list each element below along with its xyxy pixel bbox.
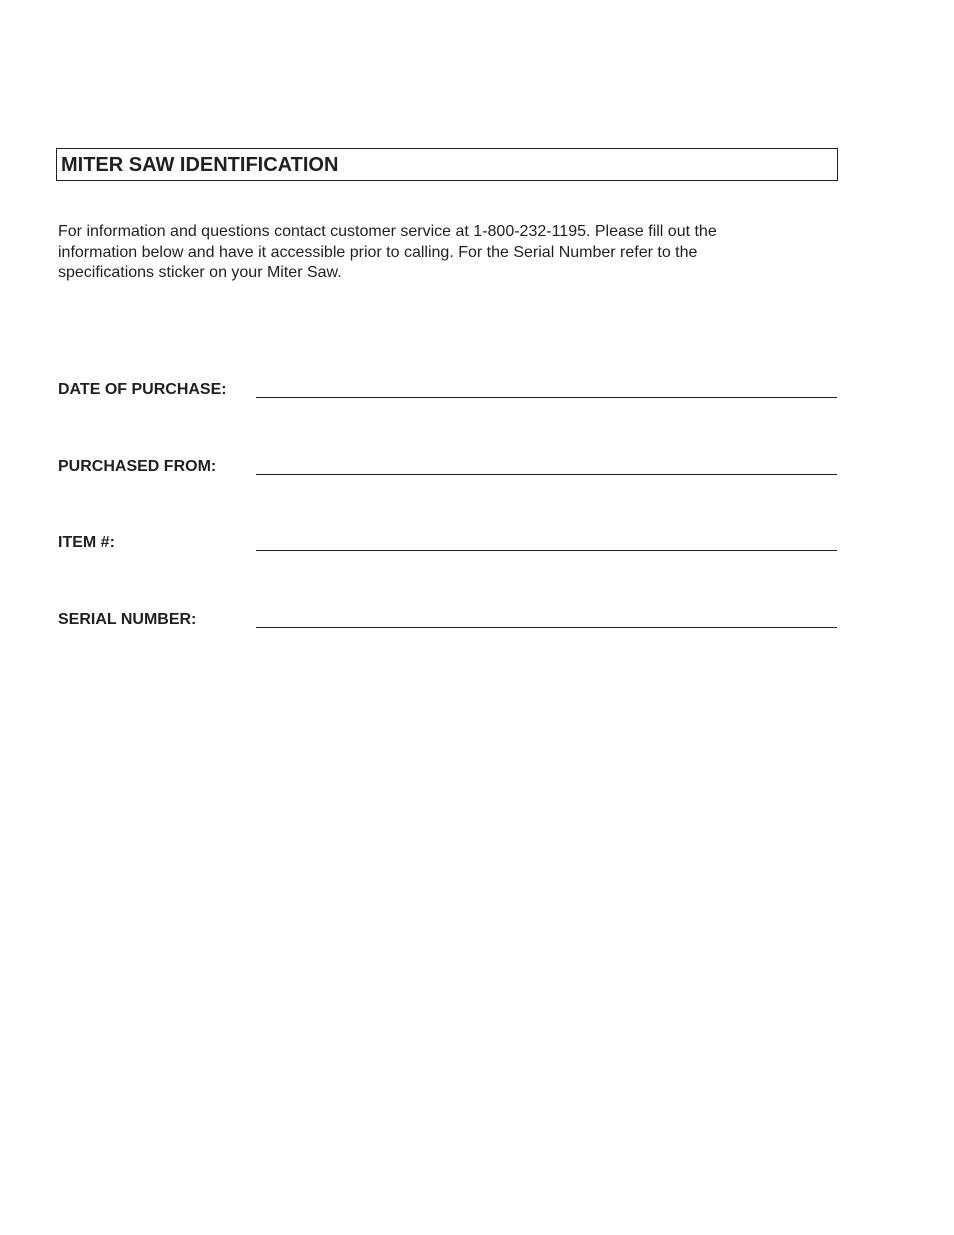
field-serial-number <box>58 609 838 633</box>
field-label: SERIAL NUMBER: <box>58 611 197 628</box>
field-item-number <box>58 532 838 556</box>
section-title: MITER SAW IDENTIFICATION <box>61 154 339 176</box>
intro-line: specifications sticker on your Miter Saw. <box>58 264 342 281</box>
intro-line: For information and questions contact customer service at 1-800-232-1195. Please fill out the <box>58 223 717 240</box>
field-label: DATE OF PURCHASE: <box>58 381 227 398</box>
fill-in-line[interactable] <box>256 397 837 398</box>
intro-paragraph <box>58 222 798 284</box>
field-purchased-from <box>58 456 838 480</box>
field-date-of-purchase <box>58 379 838 403</box>
fill-in-line[interactable] <box>256 550 837 551</box>
fill-in-line[interactable] <box>256 474 837 475</box>
fill-in-line[interactable] <box>256 627 837 628</box>
intro-line: information below and have it accessible prior to calling. For the Serial Number refer to the <box>58 243 698 261</box>
field-label: ITEM #: <box>58 534 115 551</box>
section-title-box <box>56 148 838 181</box>
field-label: PURCHASED FROM: <box>58 458 217 475</box>
